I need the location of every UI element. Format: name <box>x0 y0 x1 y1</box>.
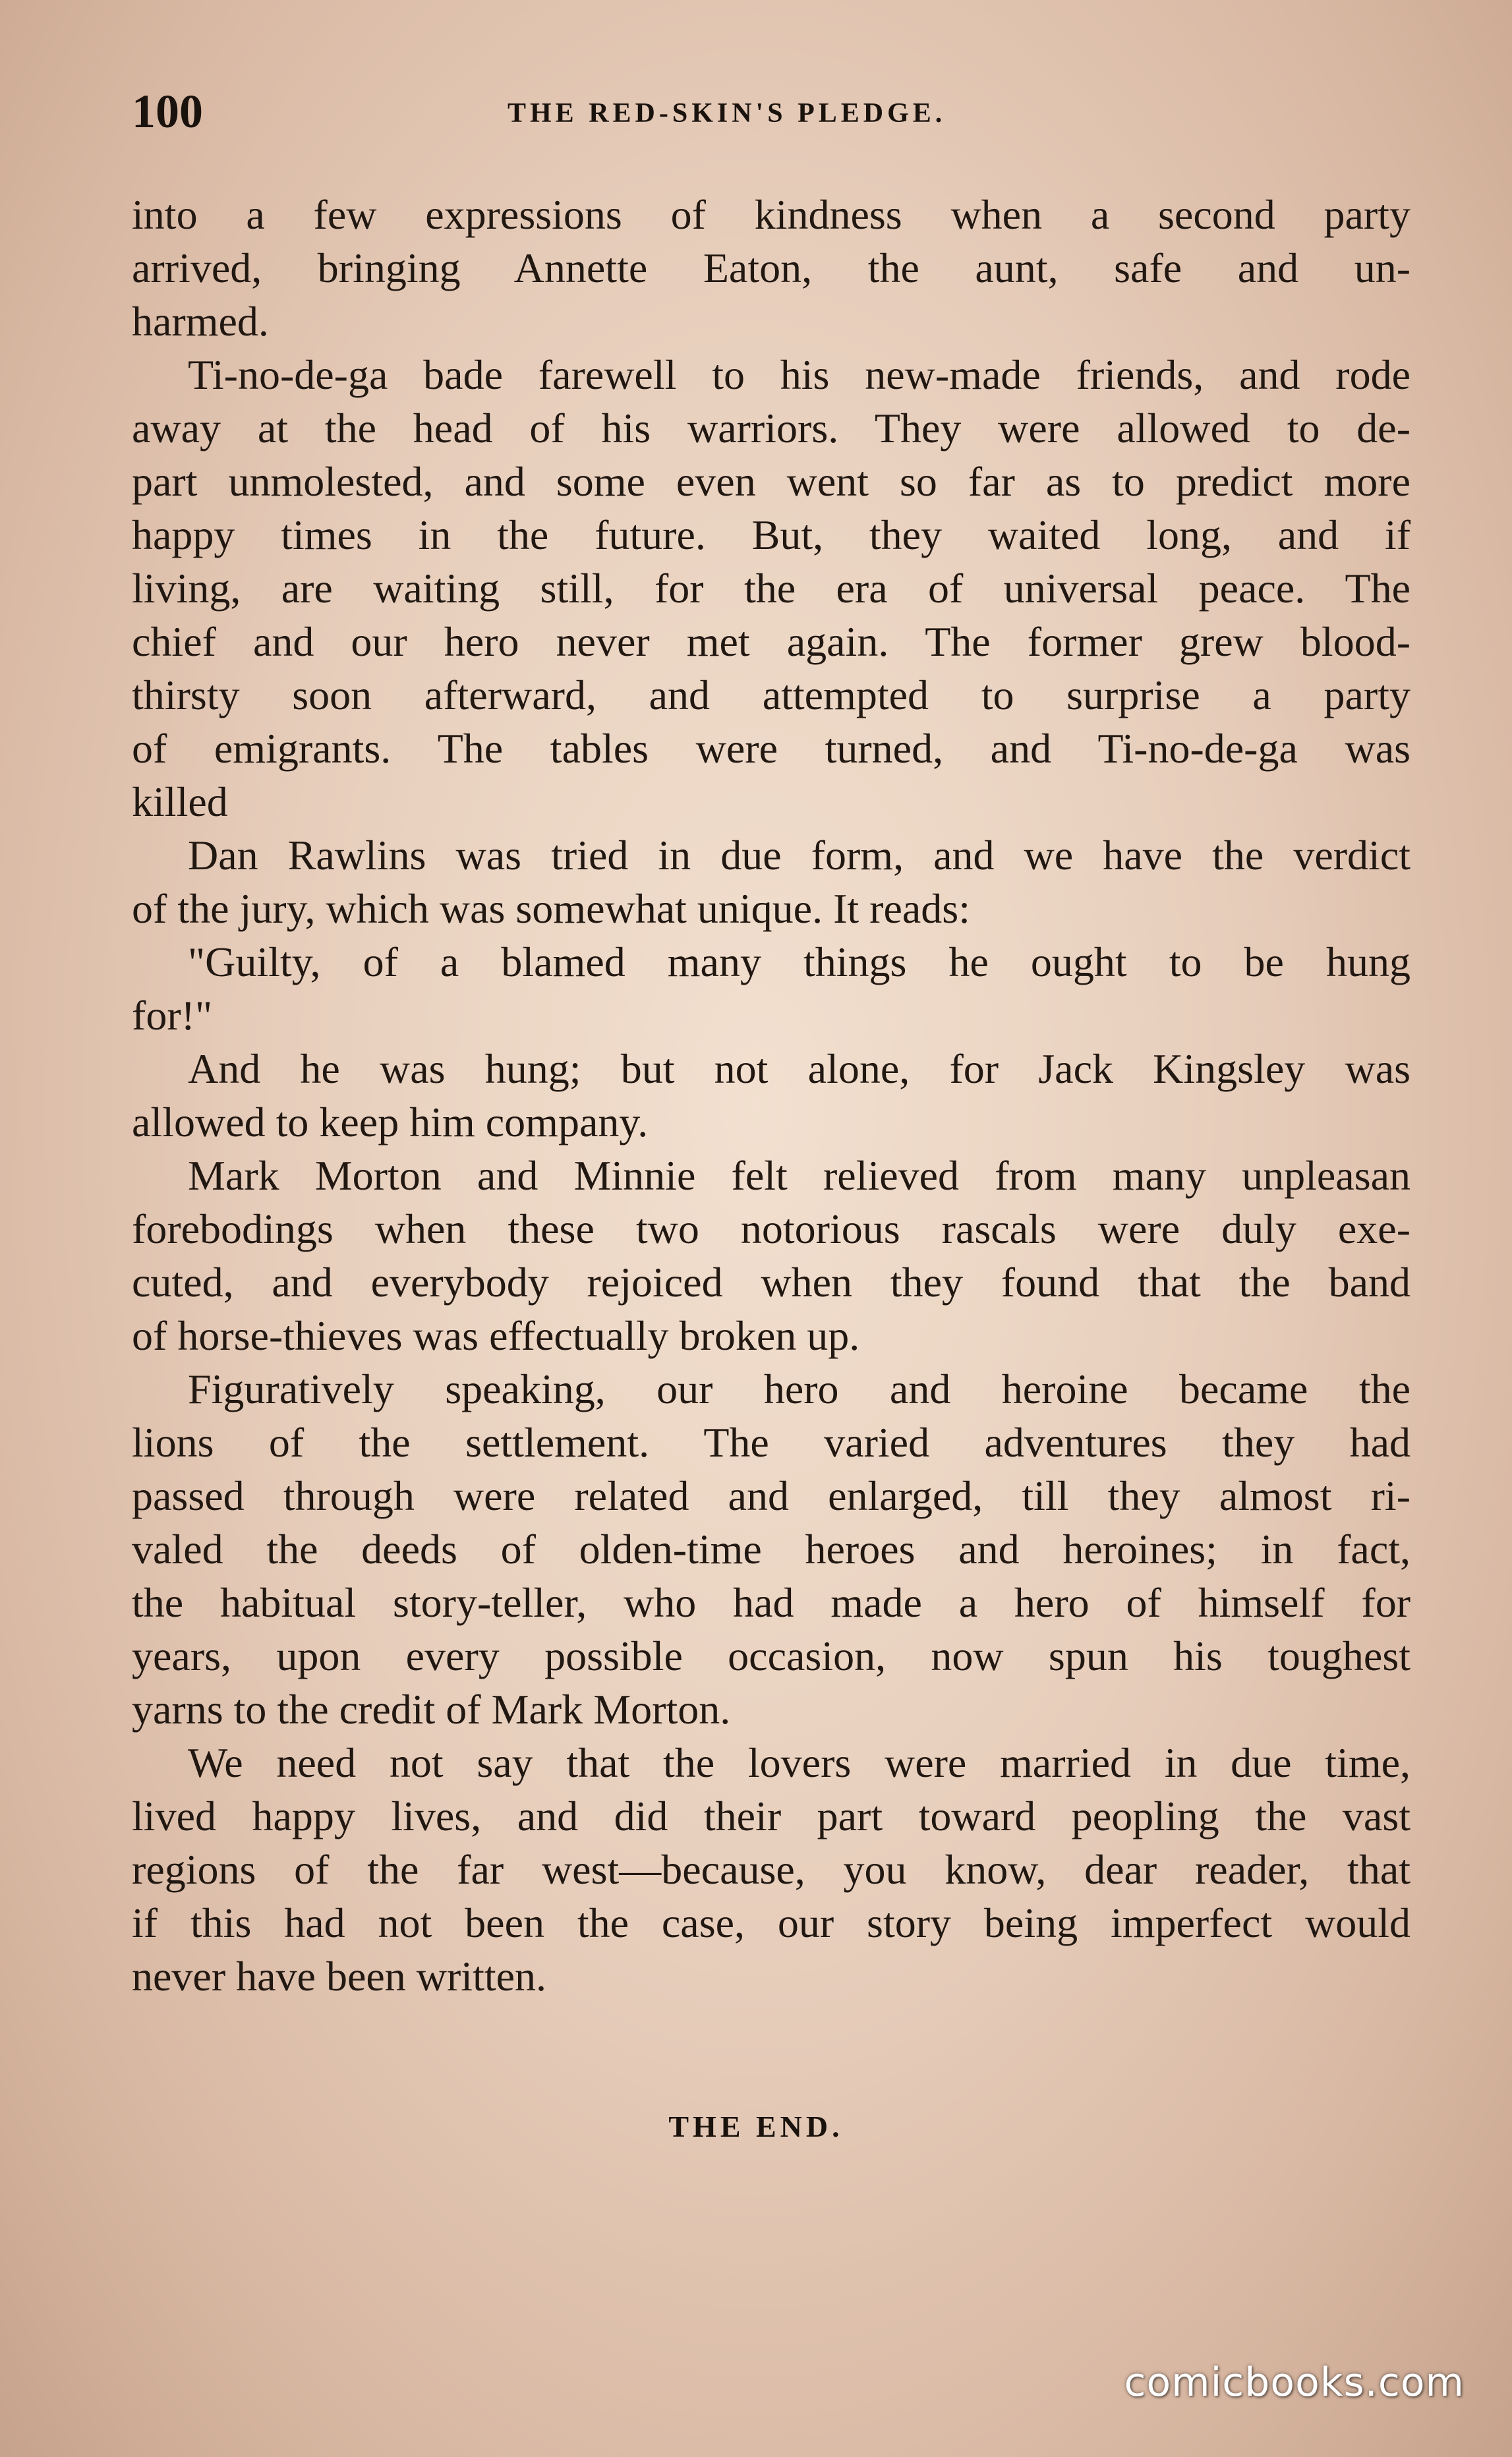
text-line: cuted, and everybody rejoiced when they found that the band <box>132 1259 1410 1306</box>
text-line: of horse-thieves was effectually broken up. <box>132 1312 860 1359</box>
site-watermark: comicbooks.com <box>1124 2359 1465 2406</box>
body-text <box>132 188 1410 2003</box>
text-line: passed through were related and enlarged, till they almost ri- <box>132 1472 1410 1519</box>
text-line: lions of the settlement. The varied adventures they had <box>132 1419 1410 1466</box>
paragraph-first-line: And he was hung; but not alone, for Jack Kingsley was <box>188 1045 1410 1092</box>
page-header <box>132 84 1404 144</box>
text-line: allowed to keep him company. <box>132 1099 649 1145</box>
text-line: for!" <box>132 992 213 1039</box>
text-line: chief and our hero never met again. The former grew blood- <box>132 618 1410 665</box>
text-line: happy times in the future. But, they waited long, and if <box>132 511 1410 558</box>
text-line: of the jury, which was somewhat unique. It reads: <box>132 885 970 932</box>
text-line: away at the head of his warriors. They were allowed to de- <box>132 405 1410 451</box>
text-line: part unmolested, and some even went so far as to predict more <box>132 458 1410 505</box>
text-line: killed <box>132 778 228 825</box>
text-line: harmed. <box>132 298 269 345</box>
text-line: lived happy lives, and did their part toward peopling the vast <box>132 1793 1410 1839</box>
text-line: yarns to the credit of Mark Morton. <box>132 1686 731 1733</box>
paragraph-first-line: We need not say that the lovers were married in due time, <box>188 1739 1410 1786</box>
text-line: forebodings when these two notorious rascals were duly exe- <box>132 1205 1410 1252</box>
page-number: 100 <box>132 85 203 138</box>
text-line: valed the deeds of olden-time heroes and heroines; in fact, <box>132 1526 1410 1573</box>
text-line: thirsty soon afterward, and attempted to surprise a party <box>132 672 1410 718</box>
running-title: THE RED-SKIN'S PLEDGE. <box>508 98 946 129</box>
text-line: of emigrants. The tables were turned, and Ti-no-de-ga was <box>132 725 1410 772</box>
paragraph-first-line: Ti-no-de-ga bade farewell to his new-made friends, and rode <box>188 351 1410 398</box>
paragraph-first-line: Figuratively speaking, our hero and heroine became the <box>188 1366 1410 1412</box>
text-line: arrived, bringing Annette Eaton, the aunt, safe and un- <box>132 245 1410 291</box>
text-line: the habitual story-teller, who had made a hero of himself for <box>132 1579 1410 1626</box>
text-line: never have been written. <box>132 1953 547 2000</box>
paragraph-first-line: Dan Rawlins was tried in due form, and we have the verdict <box>188 832 1410 879</box>
text-line: if this had not been the case, our story being imperfect would <box>132 1899 1410 1946</box>
text-line: into a few expressions of kindness when a second party <box>132 191 1410 238</box>
text-line: living, are waiting still, for the era of universal peace. The <box>132 565 1410 612</box>
the-end-mark: THE END. <box>668 2110 844 2143</box>
text-line: years, upon every possible occasion, now spun his toughest <box>132 1633 1410 1679</box>
paragraph-first-line: Mark Morton and Minnie felt relieved from many unpleasan <box>188 1152 1410 1199</box>
paragraph-first-line: "Guilty, of a blamed many things he ought to be hung <box>188 939 1410 985</box>
text-line: regions of the far west—because, you know, dear reader, that <box>132 1846 1410 1893</box>
